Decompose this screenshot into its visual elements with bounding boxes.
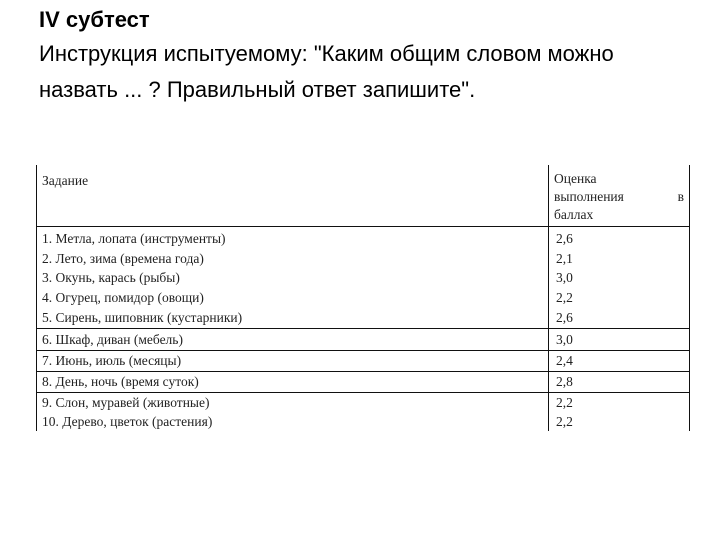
header-score-line2b: в (677, 189, 684, 204)
row-task: 2. Лето, зима (времена года) (42, 251, 204, 266)
row-task: 4. Огурец, помидор (овощи) (42, 290, 204, 305)
header-score-line1: Оценка (554, 171, 597, 186)
header-score (554, 170, 684, 224)
row-divider (36, 392, 690, 393)
row-task: 10. Дерево, цветок (растения) (42, 414, 213, 429)
row-score: 2,6 (556, 310, 573, 325)
subtest-heading: IV субтест (39, 7, 150, 32)
task-score-table (36, 165, 690, 431)
row-divider (36, 328, 690, 329)
row-task: 1. Метла, лопата (инструменты) (42, 231, 226, 246)
row-task: 5. Сирень, шиповник (кустарники) (42, 310, 243, 325)
row-divider (36, 350, 690, 351)
row-score: 2,2 (556, 395, 573, 410)
row-task: 6. Шкаф, диван (мебель) (42, 332, 183, 347)
row-score: 2,6 (556, 231, 573, 246)
row-divider (36, 371, 690, 372)
row-task: 9. Слон, муравей (животные) (42, 395, 210, 410)
header-divider (36, 226, 690, 227)
row-score: 2,1 (556, 251, 573, 266)
header-score-line2 (554, 188, 684, 206)
row-score: 3,0 (556, 270, 573, 285)
header-score-line2a: выполнения (554, 189, 624, 204)
header-score-line3: баллах (554, 207, 594, 222)
instruction-text: Инструкция испытуемому: "Каким общим словом можно назвать ... ? Правильный ответ запишите". (39, 41, 614, 102)
row-score: 2,2 (556, 414, 573, 429)
row-task: 8. День, ночь (время суток) (42, 374, 199, 389)
row-score: 2,2 (556, 290, 573, 305)
row-score: 3,0 (556, 332, 573, 347)
row-score: 2,8 (556, 374, 573, 389)
row-task: 3. Окунь, карась (рыбы) (42, 270, 180, 285)
header-task: Задание (42, 173, 89, 188)
row-score: 2,4 (556, 353, 573, 368)
row-task: 7. Июнь, июль (месяцы) (42, 353, 182, 368)
